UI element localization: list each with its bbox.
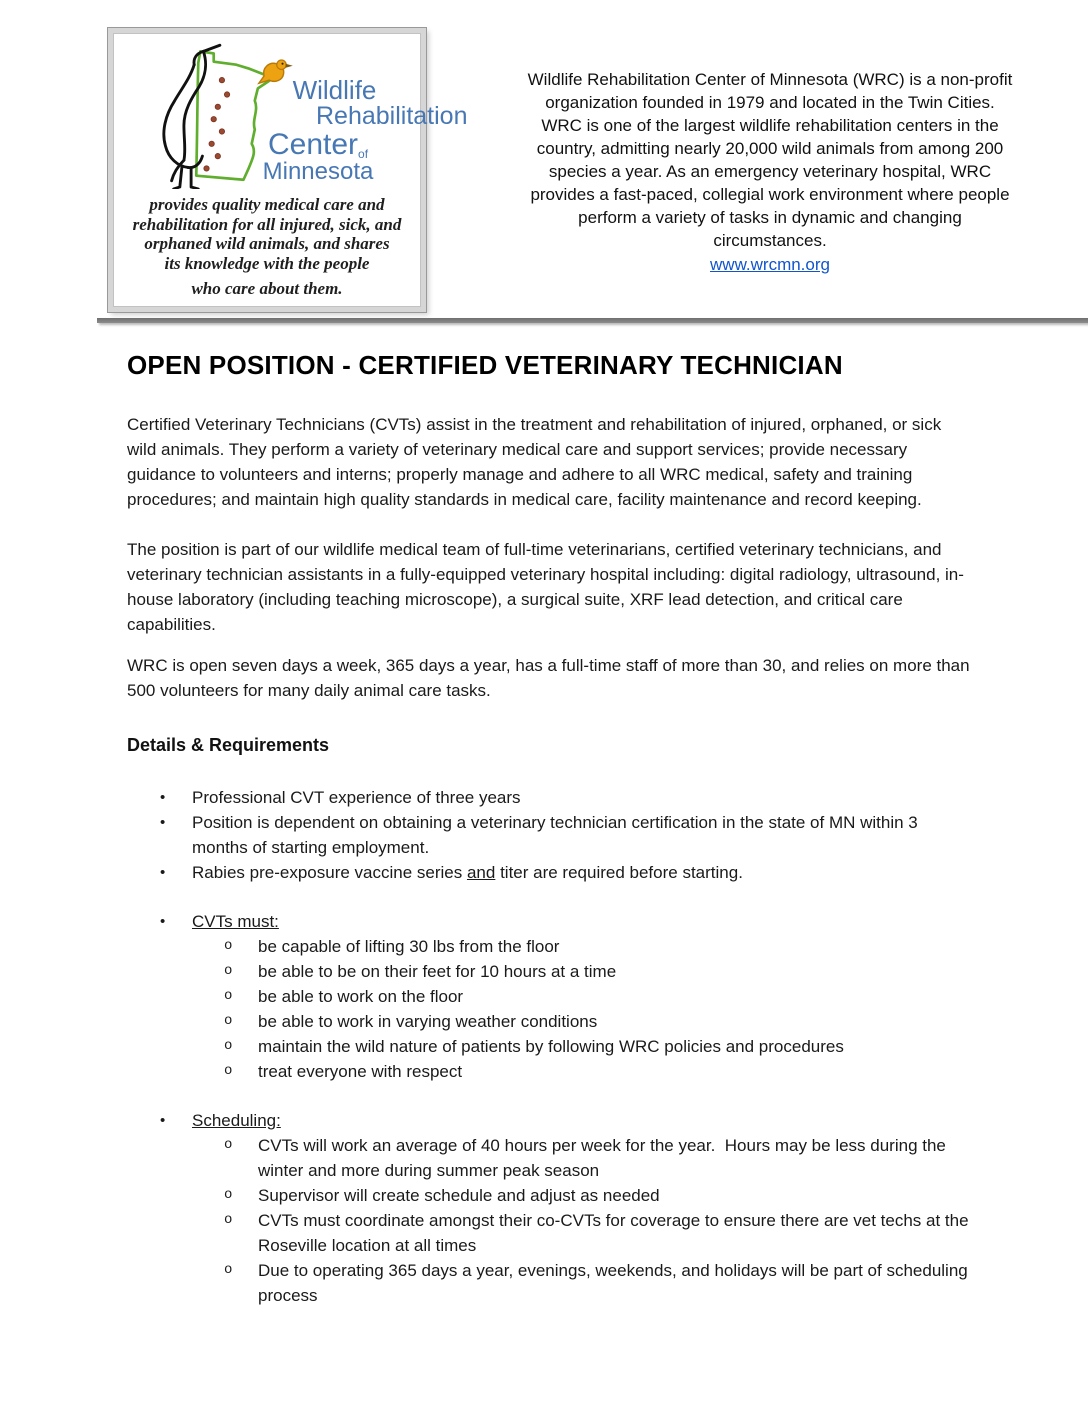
logo-box <box>108 28 468 312</box>
list-item <box>127 810 972 860</box>
org-name-line4: Minnesota <box>262 158 374 186</box>
list-item-text: Rabies pre-exposure vaccine series and titer are required before starting. <box>192 863 743 882</box>
bullet-icon: • <box>160 864 166 881</box>
list-item-text: Position is dependent on obtaining a veterinary technician certification in the state of MN within 3 months of starting employment. <box>192 813 923 857</box>
list-item-text: Professional CVT experience of three years <box>192 788 521 807</box>
sub-bullet-icon: o <box>224 963 233 979</box>
sub-bullet-icon: o <box>224 1038 233 1054</box>
list-item <box>127 785 972 810</box>
sub-list-item-text: Due to operating 365 days a year, evenings, weekends, and holidays will be part of scheduling process <box>258 1261 973 1305</box>
cvts-must-label: CVTs must: <box>192 912 279 931</box>
sub-list-item <box>127 934 972 959</box>
sub-bullet-icon: o <box>224 1063 233 1079</box>
tagline-line: its knowledge with the people <box>164 253 370 273</box>
sub-list-item <box>127 984 972 1009</box>
list-item <box>127 860 972 885</box>
tagline-line: orphaned wild animals, and shares <box>144 234 390 253</box>
org-name-of: of <box>358 146 369 161</box>
sub-list-item-text: CVTs must coordinate amongst their co-CVTs for coverage to ensure there are vet techs at the Roseville location at all times <box>258 1211 974 1255</box>
tagline-line: provides quality medical care and <box>149 195 385 214</box>
sub-list-item <box>127 1133 972 1183</box>
job-paragraph-3: WRC is open seven days a week, 365 days a year, has a full-time staff of more than 30, and relies on more than 500 volunteers for many daily animal care tasks. <box>127 656 975 700</box>
job-paragraph-2: The position is part of our wildlife medical team of full-time veterinarians, certified veterinary technicians, and veterinary technician assistants in a fully-equipped veterinary hospital including: digital radiology, ultrasound, in-house laboratory (including teaching microscope), a surgical suite, XRF lead detection, and critical care capabilities. <box>127 540 964 634</box>
sub-list-item-text: be able to be on their feet for 10 hours at a time <box>258 962 617 981</box>
sub-list-item <box>127 1208 972 1258</box>
sub-bullet-icon: o <box>224 1187 233 1203</box>
job-posting <box>127 350 975 1308</box>
sub-list-item-text: CVTs will work an average of 40 hours per week for the year. Hours may be less during the winter and more during summer peak season <box>258 1136 951 1180</box>
sub-list-item-text: maintain the wild nature of patients by following WRC policies and procedures <box>258 1037 844 1056</box>
sub-bullet-icon: o <box>224 988 233 1004</box>
sub-bullet-icon: o <box>224 938 233 954</box>
logo-tagline <box>117 195 417 299</box>
bullet-icon: • <box>160 789 166 806</box>
sub-bullet-icon: o <box>224 1212 233 1228</box>
about-text: Wildlife Rehabilitation Center of Minnesota (WRC) is a non-profit organization founded in 1979 and located in the Twin Cities. WRC is one of the largest wildlife rehabilitation centers in the country, admitting nearly 20,000 wild animals from among 200 species a year. As an emergency veterinary hospital, WRC provides a fast-paced, collegial work environment where people perform a variety of tasks in dynamic and changing circumstances. <box>527 70 1018 250</box>
sub-list-item <box>127 1183 972 1208</box>
org-name-line2: Rehabilitation <box>316 101 468 130</box>
about-block <box>526 28 1018 312</box>
sub-list-item-text: be capable of lifting 30 lbs from the floor <box>258 937 560 956</box>
sub-list-item-text: be able to work in varying weather conditions <box>258 1012 598 1031</box>
org-name <box>219 75 468 186</box>
underlined-word: and <box>466 863 496 882</box>
list-item <box>127 1108 972 1133</box>
sub-list-item <box>127 1059 972 1084</box>
sub-list-item-text: treat everyone with respect <box>258 1062 463 1081</box>
sub-list-item <box>127 1258 972 1308</box>
details-heading: Details & Requirements <box>127 735 330 755</box>
website-link[interactable]: www.wrcmn.org <box>710 255 830 274</box>
sub-bullet-icon: o <box>224 1137 233 1153</box>
org-name-line1: Wildlife <box>292 75 377 105</box>
bullet-icon: • <box>160 814 166 831</box>
sub-list-item-text: be able to work on the floor <box>258 987 464 1006</box>
bullet-icon: • <box>160 1112 166 1129</box>
logo-art <box>117 37 468 189</box>
sub-bullet-icon: o <box>224 1013 233 1029</box>
sub-bullet-icon: o <box>224 1262 233 1278</box>
job-title: OPEN POSITION - CERTIFIED VETERINARY TECHNICIAN <box>127 350 843 380</box>
list-item <box>127 909 972 934</box>
bullet-icon: • <box>160 913 166 930</box>
scheduling-label: Scheduling: <box>192 1111 281 1130</box>
document-header <box>0 0 1088 312</box>
org-name-line3: Centerof <box>267 127 369 161</box>
tagline-line: rehabilitation for all injured, sick, and <box>132 214 402 234</box>
divider-rule <box>97 318 1088 323</box>
sub-list-item <box>127 1034 972 1059</box>
job-paragraph-1: Certified Veterinary Technicians (CVTs) assist in the treatment and rehabilitation of injured, orphaned, or sick wild animals. They perform a variety of veterinary medical care and support services; provide necessary guidance to volunteers and interns; properly manage and adhere to all WRC medical, safety and training procedures; and maintain high quality standards in medical care, facility maintenance and record keeping. <box>127 415 946 509</box>
tagline-line: who care about them. <box>191 279 343 298</box>
sub-list-item <box>127 1009 972 1034</box>
sub-list-item-text: Supervisor will create schedule and adjust as needed <box>258 1186 660 1205</box>
sub-list-item <box>127 959 972 984</box>
